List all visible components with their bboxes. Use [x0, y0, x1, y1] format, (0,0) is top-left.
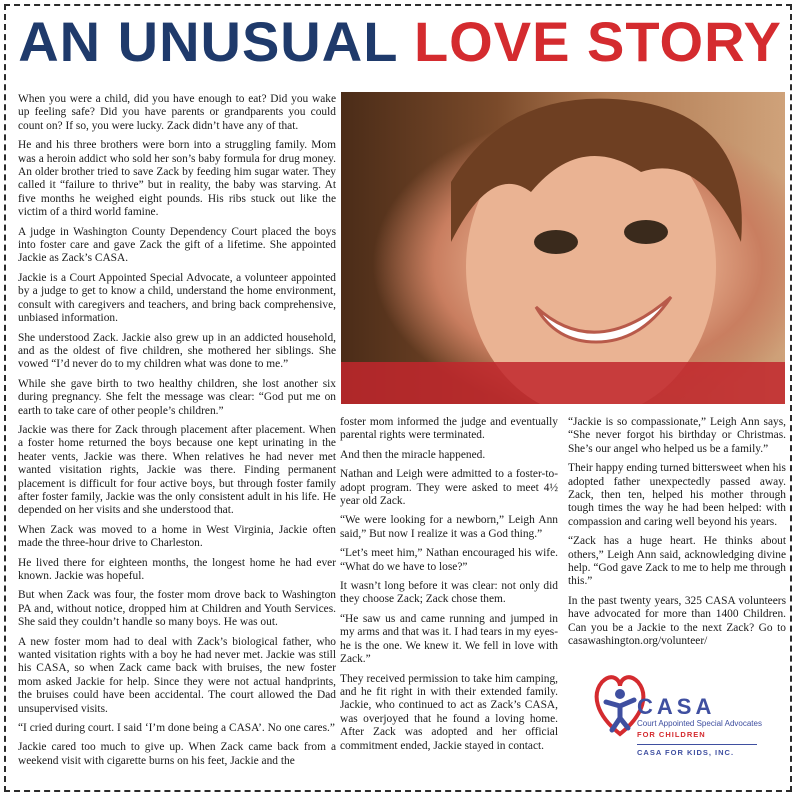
paragraph: While she gave birth to two healthy children, she lost another six during pregnancy. She felt the message was clear: “God put me on earth to take care of other people’s children.” [18, 377, 336, 417]
paragraph: “Let’s meet him,” Nathan encouraged his wife. “What do we have to lose?” [340, 547, 558, 573]
paragraph: “Jackie is so compassionate,” Leigh Ann says, “She never forgot his birthday or Christmas. She’s our angel who helped us be a family.” [568, 416, 786, 455]
paragraph: When you were a child, did you have enough to eat? Did you wake up feeling safe? Did you have parents or grandparents you could count on? If so, you were lucky. Zack didn’t have any of that. [18, 93, 336, 132]
paragraph: A new foster mom had to deal with Zack’s biological father, who wanted visitation rights with a boy he had never met. Jackie was still his CASA, so when Zack came back with bruises, the new foster mom asked Jackie for help. Since they were not actual handprints, the bruises could have been accidental. The court allowed the Dad unsupervised visits. [18, 635, 336, 715]
casa-for-children: FOR CHILDREN [637, 730, 706, 739]
paragraph: They received permission to take him camping, and he fit right in with their extended family. Jackie, who continued to act as Zack’s CASA, was overjoyed that he found a loving home. After Zack was adopted and her official commitment ended, Jackie stayed in contact. [340, 672, 558, 752]
headline-part2: LOVE STORY [413, 10, 782, 73]
boy-photo [341, 92, 785, 404]
paragraph: And then the miracle happened. [340, 448, 486, 461]
paragraph: “We were looking for a newborn,” Leigh Ann said,” But now I realize it was a God thing.” [340, 514, 558, 540]
casa-subtitle: Court Appointed Special Advocates [637, 719, 762, 728]
paragraph: Jackie is a Court Appointed Special Advocate, a volunteer appointed by a judge to get to know a child, understand the home environment, consult with caregivers and teachers, and bring back comprehensive, unbiased information. [18, 271, 336, 325]
headline-part1: AN UNUSUAL [18, 10, 398, 73]
article-column-3 [568, 416, 786, 655]
headline [0, 10, 800, 74]
paragraph: “I cried during court. I said ‘I’m done being a CASA’. No one cares.” [18, 722, 335, 735]
paragraph: Nathan and Leigh were admitted to a foster-to-adopt program. They were asked to meet 4½ year old Zack. [340, 468, 558, 508]
casa-logo [590, 664, 780, 784]
paragraph: It wasn’t long before it was clear: not only did they choose Zack; Zack chose them. [340, 580, 558, 606]
casa-tagline: CASA FOR KIDS, INC. [637, 748, 735, 757]
paragraph: foster mom informed the judge and eventually parental rights were terminated. [340, 416, 558, 442]
paragraph: She understood Zack. Jackie also grew up in an addicted household, and as the oldest of five children, she mothered her siblings. She vowed “I’d never do to my children what was done to me.” [18, 331, 336, 371]
paragraph: But when Zack was four, the foster mom drove back to Washington PA and, without notice, dropped him at Children and Youth Services. She said they couldn’t handle so many boys. He was out. [18, 589, 336, 629]
boy-portrait-image [341, 92, 785, 404]
paragraph: “Zack has a huge heart. He thinks about others,” Leigh Ann said, acknowledging divine help. “God gave Zack to me to help me through this.” [568, 535, 786, 588]
article-column-1 [18, 93, 336, 774]
paragraph: In the past twenty years, 325 CASA volunteers have advocated for more than 1400 Children. Can you be a Jackie to the next Zack? Go to casawashington.org/volunteer/ [568, 594, 786, 648]
logo-divider [637, 744, 757, 745]
casa-wordmark: CASA [637, 694, 716, 719]
paragraph: “He saw us and came running and jumped in my arms and that was it. I had tears in my eyes- he is the one. We knew it. We fell in love with Zack.” [340, 612, 558, 666]
paragraph: Their happy ending turned bittersweet when his adopted father unexpectedly passed away. Zack, then ten, helped his mother through tough times the way he had been helped: with compassion and caring well beyond his years. [568, 462, 786, 528]
paragraph: He lived there for eighteen months, the longest home he had ever known. Jackie was hopeful. [18, 556, 336, 582]
article-column-2 [340, 416, 558, 759]
paragraph: A judge in Washington County Dependency Court placed the boys into foster care and gave Zack the gift of a lifetime. She appointed Jackie as Zack’s CASA. [18, 225, 336, 265]
paragraph: When Zack was moved to a home in West Virginia, Jackie often made the three-hour drive to Charleston. [18, 523, 336, 550]
paragraph: He and his three brothers were born into a struggling family. Mom was a heroin addict who sold her son’s baby formula for drug money. An older brother tried to save Zack by feeding him sugar water. They called it “failure to thrive” but in reality, the baby was starving. At five months he weighed eight pounds. His ribs stuck out like the victim of a third world famine. [18, 139, 336, 219]
paragraph: Jackie cared too much to give up. When Zack came back from a weekend visit with cigarette burns on his feet, Jackie and the [18, 741, 336, 767]
paragraph: Jackie was there for Zack through placement after placement. When a foster home returned the boys because one kept urinating in the heater vents, Jackie was there. When relatives he had never met wanted visitation rights, Jackie was there. Finding permanent placement is difficult for four active boys, but through foster family after foster family, Jackie was the only consistent adult in his life. He depended on her visits and she understood that. [18, 423, 336, 517]
